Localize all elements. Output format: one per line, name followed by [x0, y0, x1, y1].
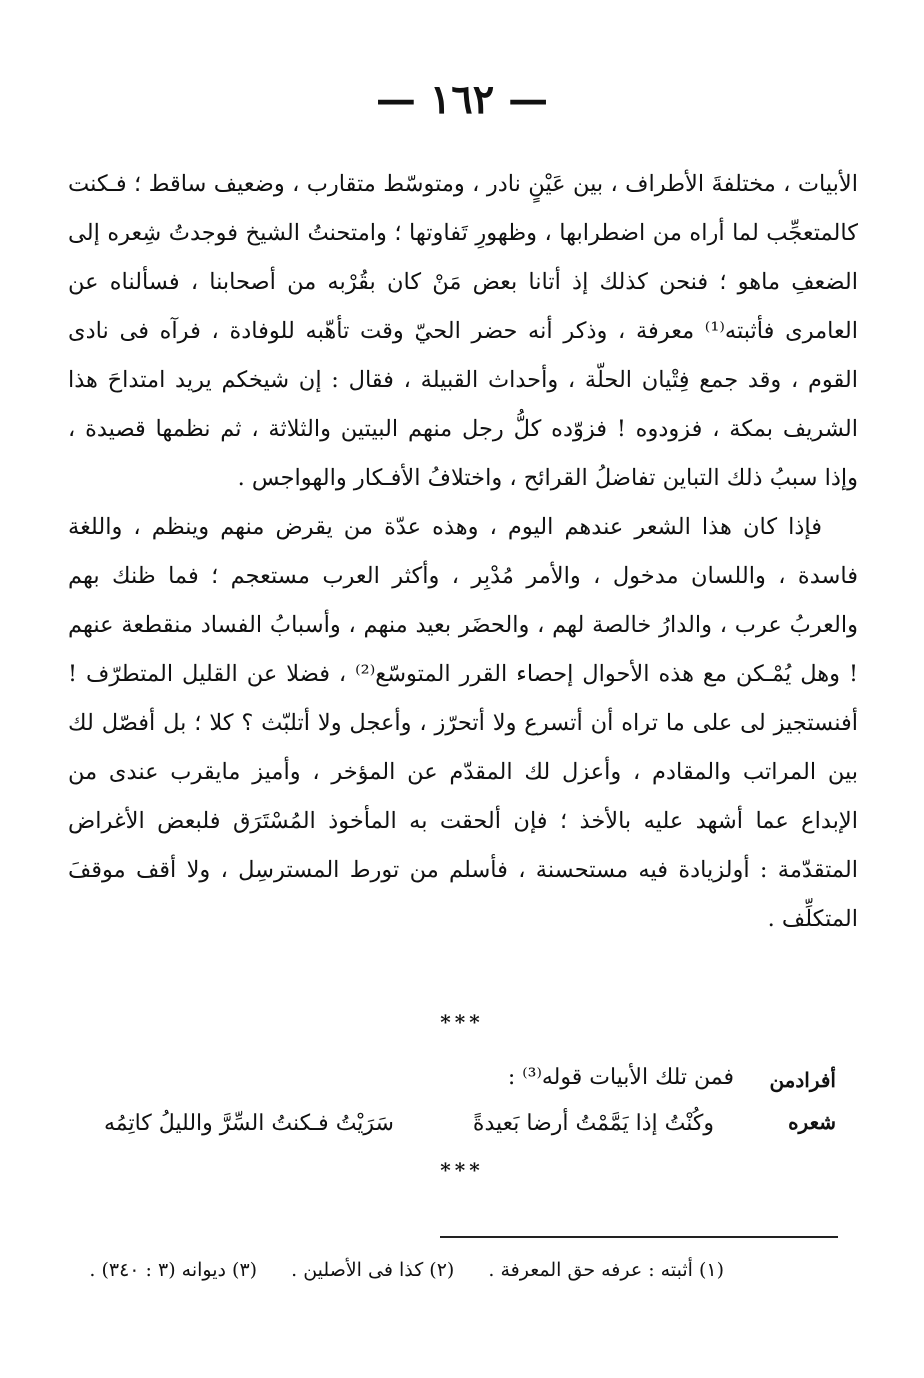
section-divider-stars: *** [440, 1158, 484, 1182]
footnote: (٢) كذا فى الأصلين . [291, 1259, 455, 1281]
main-text [68, 160, 858, 944]
paragraph: فإذا كان هذا الشعر عندهم اليوم ، وهذه عدّة من يقرض منهم وينظم ، واللغة فاسدة ، واللسان مدخول ، والأمر مُدْبِر ، وأكثر العرب مستعجم ؛ فما ظنك بهم والعربُ عرب ، والدارُ خالصة لهم ، والحضَر بعيد منهم ، وأسبابُ الفساد منقطعة عنهم ! وهل يُمْـكن مع هذه الأحوال إحصاء القرر المتوسّع⁽²⁾ ، فضلا عن القليل المتطرّف ! أفنستجيز لى على ما تراه أن أتسرع ولا أتحرّز ، وأعجل ولا أتلبّث ؟ كلا ؛ بل أفصّل لك بين المراتب والمقادم ، وأعزل لك المقدّم عن المؤخر ، وأميز مايقرب عندى من الإبداع عما أشهد عليه بالأخذ ؛ فإن ألحقت به المأخوذ المُسْتَرَق فلبعض الأغراض المتقدّمة : أولزيادة فيه مستحسنة ، فأسلم من تورط المسترسِل ، ولا أقف موقفَ المتكلِّف . [68, 514, 858, 932]
footnotes [84, 1252, 724, 1288]
footnote: (٣) ديوانه (٣ : ٣٤٠) . [89, 1259, 258, 1281]
margin-note-line: أفرادمن [769, 1068, 836, 1092]
verse-intro: فمن تلك الأبيات قوله⁽³⁾ : [507, 1065, 734, 1090]
verse-second-hemistich: سَرَيْتُ فـكنتُ السِّرَّ والليلُ كاتِمُه [103, 1111, 394, 1136]
page-number: — ١٦٢ — [375, 76, 549, 123]
verse-first-hemistich: وكُنْتُ إذا يَمَّمْتُ أرضا بَعيدةً [472, 1111, 714, 1136]
footnote-rule [440, 1236, 838, 1238]
paragraph: الأبيات ، مختلفةَ الأطراف ، بين عَيْنٍ نادر ، ومتوسّط متقارب ، وضعيف ساقط ؛ فـكنت كالمتعجِّب لما أراه من اضطرابها ، وظهورِ تَفاوتها ؛ وامتحنتُ الشيخ فوجدتُ شِعره إلى الضعفِ ماهو ؛ فنحن كذلك إذ أتانا بعض مَنْ كان بقُرْبه من أصحابنا ، فسألناه عن العامرى فأثبته⁽¹⁾ معرفة ، وذكر أنه حضر الحيّ وقت تأهّبه للوفادة ، فرآه فى نادى القوم ، وقد جمع فِتْيان الحلّة ، وأحداث القبيلة ، فقال : إن شيخكم يريد امتداحَ هذا الشريف بمكة ، فزودوه ! فزوّده كلُّ رجل منهم البيتين والثلاثة ، ثم نظمها قصيدة ، وإذا سببُ ذلك التباين تفاضلُ القرائح ، واختلافُ الأفـكار والهواجس . [68, 171, 859, 491]
section-divider-stars: *** [440, 1010, 484, 1034]
footnote: (١) أثبته : عرفه حق المعرفة . [488, 1259, 724, 1281]
margin-note-line: شعره [788, 1110, 836, 1134]
